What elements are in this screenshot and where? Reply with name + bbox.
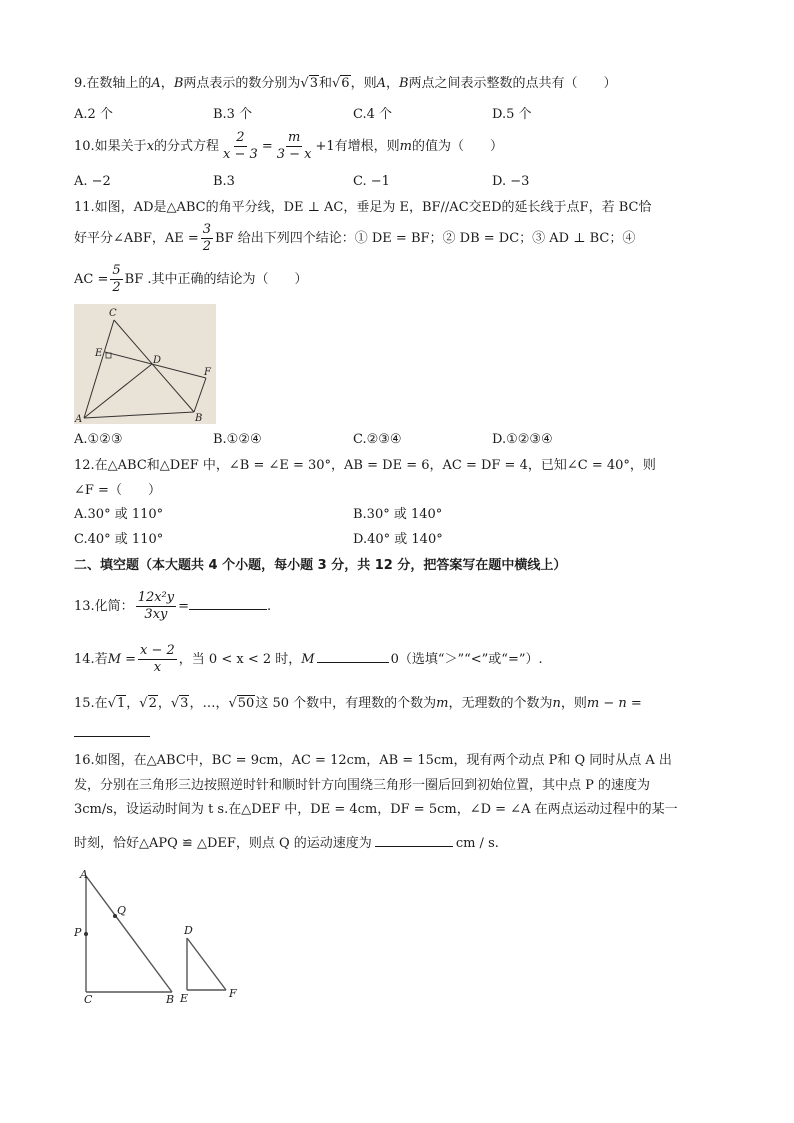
q9-and: 和: [318, 76, 332, 91]
q16-label-c: C: [84, 993, 93, 1004]
q16-text-4a: 时刻，恰好△APQ ≌ △DEF，则点 Q 的运动速度为: [74, 836, 372, 851]
q9-sqrt-6: √6: [331, 76, 350, 91]
q16-label-q: Q: [117, 904, 127, 917]
q14-var-m: M =: [107, 652, 137, 667]
q11-fraction-1: [201, 222, 213, 255]
q10-f2-den: 3 − x: [276, 147, 312, 162]
q14-text-1: 14.若: [74, 652, 108, 667]
q15-radicand-3: 3: [180, 696, 189, 711]
q11-f2-den: 2: [112, 280, 121, 295]
q10-fraction-1: [221, 130, 260, 163]
q12-line-2: ∠F =（ ）: [74, 483, 161, 498]
q16-label-b: B: [166, 993, 175, 1004]
q10-option-b: B.3: [213, 174, 235, 189]
q9-text-1: 9.在数轴上的: [74, 76, 152, 91]
q14-text-3: 0（选填“＞”“<”或“=”）.: [390, 652, 543, 667]
q15-text-4: ，则: [560, 696, 587, 711]
q11-option-d: D.①②③④: [492, 432, 553, 447]
q14-f-den: x: [153, 660, 162, 675]
question-15: 15.在√1，√2，√3，…，√50这 50 个数中，有理数的个数为m，无理数的个数为n，则m − n =: [74, 696, 642, 711]
q9-var-a2: A: [376, 76, 386, 91]
q9-sqrt-3: √3: [300, 76, 318, 91]
q10-eq: =: [261, 139, 273, 154]
q12-option-a: A.30° 或 110°: [74, 507, 164, 522]
q15-text-3: ，无理数的个数为: [448, 696, 553, 711]
q9-sep2: ，: [385, 76, 399, 91]
q10-fraction-2: [275, 130, 314, 163]
q13-text-1: 13.化简：: [74, 599, 134, 614]
q9-var-b: B: [173, 76, 184, 91]
q16-answer-blank[interactable]: [375, 832, 453, 847]
q14-fraction: [138, 643, 177, 676]
q15-text-1: 15.在: [74, 696, 108, 711]
q15-var-n: n: [552, 696, 561, 711]
q10-var-x: x: [146, 139, 155, 154]
q15-answer-line: [74, 722, 734, 744]
q15-var-m: m: [436, 696, 449, 711]
q9-sep: ，: [160, 76, 174, 91]
q16-figure: [74, 868, 244, 1004]
q10-text-2: 的分式方程: [154, 139, 220, 154]
q13-f-num: 12x²y: [137, 590, 175, 605]
q11-figure-background: [74, 304, 216, 424]
q9-option-b: B.3 个: [213, 107, 253, 122]
q13-eq: =: [178, 599, 190, 614]
q15-sqrt-3: √3: [170, 696, 189, 711]
q9-option-d: D.5 个: [492, 107, 532, 122]
q10-option-c: C. −1: [353, 174, 390, 189]
q9-radicand-1: 3: [309, 76, 318, 91]
q16-point-p: [84, 932, 88, 936]
q11-label-e: E: [95, 348, 103, 359]
q11-line-2: [74, 222, 734, 256]
q15-sqrt-1: √1: [107, 696, 126, 711]
q10-var-m: m: [399, 139, 412, 154]
q11-text-3b: BF .其中正确的结论为（ ）: [124, 272, 308, 287]
question-10: [74, 130, 734, 164]
q10-text-1: 10.如果关于: [74, 139, 147, 154]
q9-text-3: ，则: [350, 76, 377, 91]
q16-label-p: P: [74, 926, 82, 939]
q11-fraction-2: [110, 263, 122, 296]
q9-text-4: 两点之间表示整数的点共有（ ）: [408, 76, 617, 91]
q16-text-4b: cm / s.: [455, 836, 499, 851]
q13-end: .: [267, 599, 272, 614]
q14-var-m2: M: [301, 652, 315, 667]
q11-figure: [74, 304, 216, 424]
q16-label-d: D: [184, 924, 193, 937]
q16-line-ab: [86, 876, 172, 992]
q14-answer-blank[interactable]: [317, 648, 389, 663]
q11-line-1: 11.如图，AD是△ABC的角平分线，DE ⊥ AC，垂足为 E，BF//AC交ED的延长线于点F，若 BC恰: [74, 200, 652, 215]
q12-option-c: C.40° 或 110°: [74, 532, 164, 547]
q9-var-a: A: [151, 76, 161, 91]
q11-text-3a: AC =: [74, 272, 109, 287]
q15-expression: m − n =: [586, 696, 642, 711]
q15-radicand-4: 50: [237, 696, 255, 711]
q15-radicand-1: 1: [116, 696, 126, 711]
q11-option-c: C.②③④: [353, 432, 402, 447]
q11-f1-num: 3: [202, 222, 212, 237]
q14-f-num: x − 2: [140, 643, 175, 658]
question-13: [74, 590, 734, 624]
q9-text-2: 两点表示的数分别为: [183, 76, 301, 91]
q16-line-2: 发，分别在三角形三边按照逆时针和顺时针方向围绕三角形一圈后回到初始位置，其中点 P 的速度为: [74, 778, 651, 793]
q15-radicand-2: 2: [148, 696, 157, 711]
q11-text-2b: BF 给出下列四个结论：① DE = BF；② DB = DC；③ AD ⊥ BC；④: [215, 231, 636, 246]
q11-option-b: B.①②④: [213, 432, 262, 447]
q16-line-1: 16.如图，在△ABC中，BC = 9cm，AC = 12cm，AB = 15cm，现有两个动点 P和 Q 同时从点 A 出: [74, 753, 672, 768]
q10-option-d: D. −3: [492, 174, 530, 189]
q11-line-3: [74, 263, 734, 297]
q11-geometry-diagram: [74, 304, 216, 424]
q16-line-df: [187, 938, 226, 990]
q11-option-a: A.①②③: [74, 432, 123, 447]
q11-label-c: C: [109, 308, 117, 319]
q12-option-b: B.30° 或 140°: [353, 507, 443, 522]
q10-option-a: A. −2: [74, 174, 111, 189]
q12-option-d: D.40° 或 140°: [353, 532, 443, 547]
q16-geometry-diagram: [74, 868, 244, 1004]
q16-line-4: [74, 832, 734, 854]
q15-sqrt-2: √2: [139, 696, 157, 711]
q13-f-den: 3xy: [144, 607, 168, 622]
q16-line-3: 3cm/s，设运动时间为 t s.在△DEF 中，DE = 4cm，DF = 5cm，∠D = ∠A 在两点运动过程中的某一: [74, 802, 678, 817]
q15-answer-blank[interactable]: [74, 722, 150, 737]
section-2-heading: 二、填空题（本大题共 4 个小题，每小题 3 分，共 12 分，把答案写在题中横线上）: [74, 558, 567, 573]
q11-f1-den: 2: [202, 239, 212, 254]
q13-answer-blank[interactable]: [189, 595, 267, 610]
question-14: [74, 643, 734, 677]
q11-label-f: F: [204, 367, 211, 378]
q13-fraction: [136, 590, 176, 623]
q10-f1-den: x − 3: [223, 147, 258, 162]
q9-var-b2: B: [398, 76, 409, 91]
q16-label-a: A: [80, 868, 88, 881]
q10-text-4: 的值为（ ）: [411, 139, 503, 154]
q15-sqrt-50: √50: [228, 696, 255, 711]
q14-text-2: ，当 0 < x < 2 时，: [178, 652, 302, 667]
q9-option-a: A.2 个: [74, 107, 113, 122]
q10-f1-num: 2: [236, 130, 245, 145]
q10-f2-num: m: [287, 130, 301, 145]
q10-text-3: +1有增根，则: [315, 139, 400, 154]
q11-label-d: D: [153, 355, 162, 366]
q9-option-c: C.4 个: [353, 107, 393, 122]
q11-f2-num: 5: [112, 263, 121, 278]
q15-text-2: 这 50 个数中，有理数的个数为: [255, 696, 437, 711]
q11-text-2a: 好平分∠ABF，AE =: [74, 231, 199, 246]
question-9: [74, 74, 734, 94]
q16-label-e: E: [180, 992, 189, 1004]
q11-label-a: A: [75, 414, 83, 424]
q15-dots: ，…，: [189, 696, 229, 711]
q16-label-f: F: [229, 987, 237, 1000]
q12-line-1: 12.在△ABC和△DEF 中，∠B = ∠E = 30°，AB = DE = 6，AC = DF = 4，已知∠C = 40°，则: [74, 458, 656, 473]
q9-radicand-2: 6: [341, 76, 350, 91]
q11-label-b: B: [195, 413, 203, 424]
